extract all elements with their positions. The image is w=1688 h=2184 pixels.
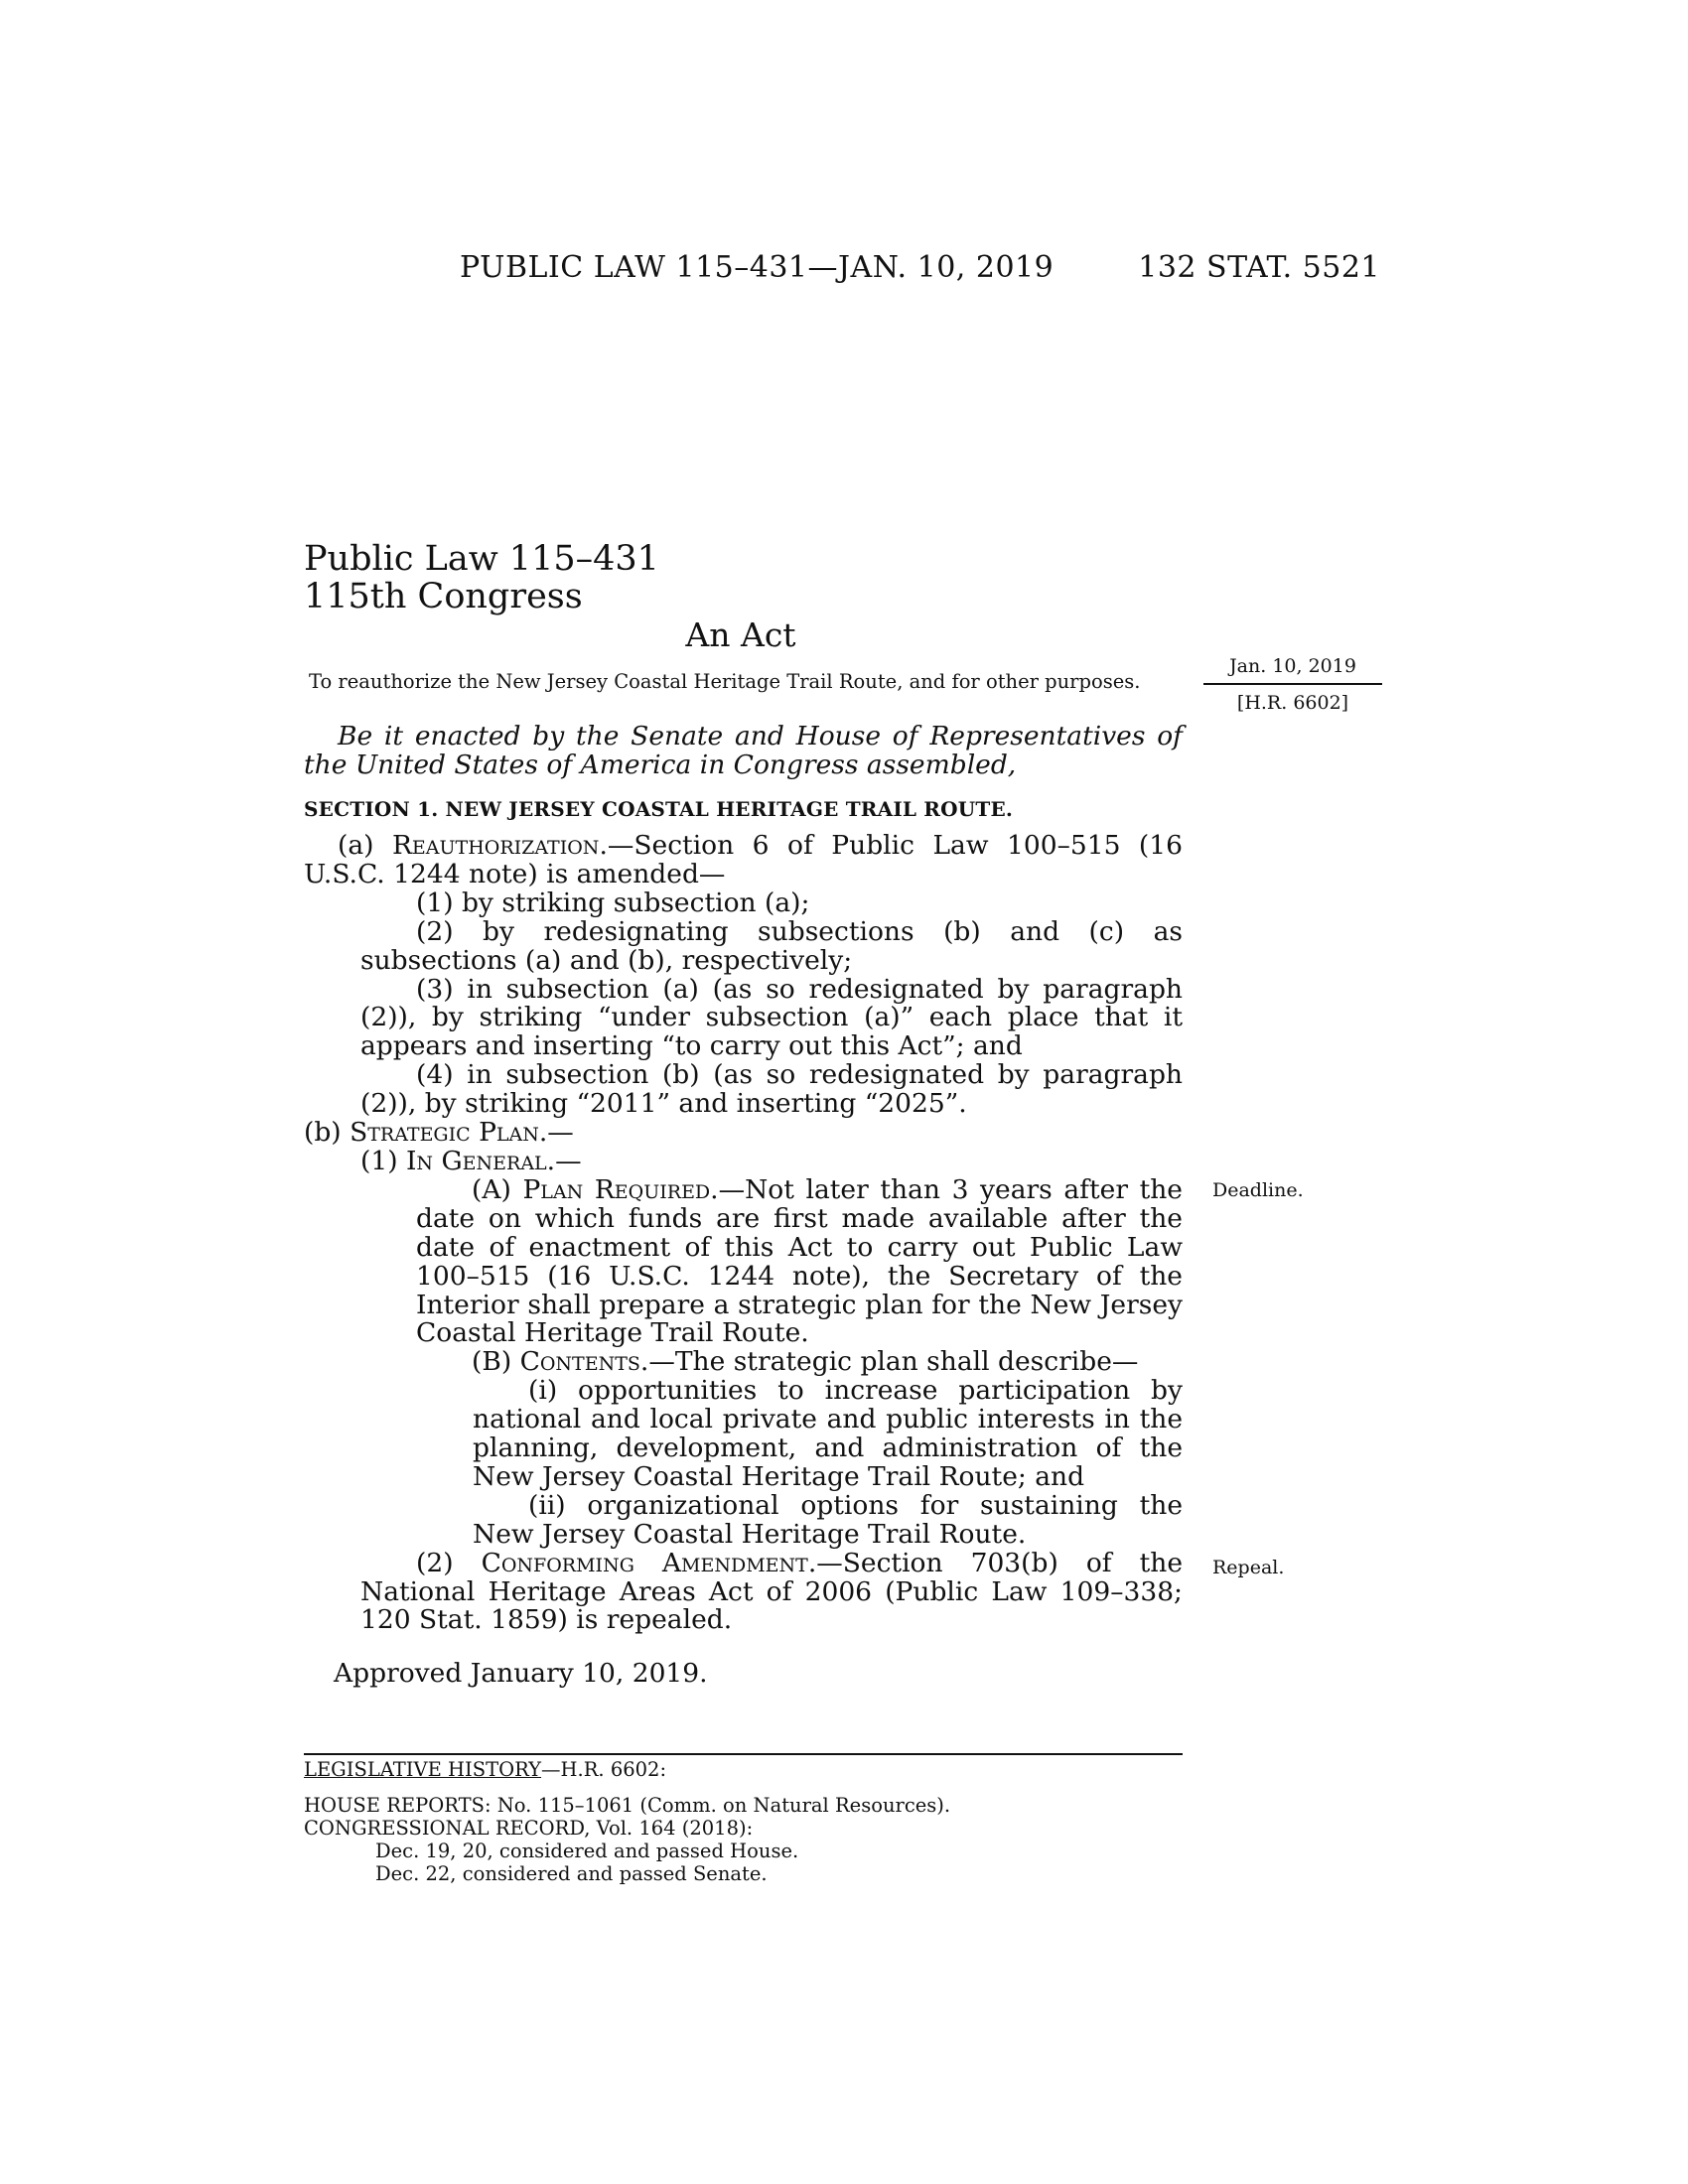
congressional-record: CONGRESSIONAL RECORD, Vol. 164 (2018): xyxy=(304,1817,754,1840)
paragraph-b-2-text: .—Section 703(b) of the National Heritage Areas Act of 2006 (Public Law 109–338; 120 Stat. 1859) is repealed. xyxy=(360,1547,1184,1636)
approval-date: Approved January 10, 2019. xyxy=(334,1658,708,1689)
subparagraph-B-heading: Contents xyxy=(519,1346,640,1378)
public-law-number: Public Law 115–431 xyxy=(304,539,659,579)
paragraph-b-1-label: (1) xyxy=(360,1145,406,1176)
subsection-a-text: .—Section 6 of Public Law 100–515 (16 U.S.C. 1244 note) is amended— xyxy=(304,830,1183,889)
paragraph-b-1-text: .— xyxy=(546,1145,582,1176)
subparagraph-A-label: (A) xyxy=(472,1173,523,1205)
subparagraph-B xyxy=(304,1348,1183,1377)
subsection-b-text: .— xyxy=(538,1117,574,1149)
subsection-a-label: (a) xyxy=(338,830,392,861)
margin-date-note: Jan. 10, 2019 xyxy=(1203,655,1382,685)
enacting-clause xyxy=(304,722,1183,779)
subparagraph-A-heading: Plan Required xyxy=(522,1173,711,1205)
subsection-b xyxy=(304,1119,1183,1148)
subparagraph-B-text: .—The strategic plan shall describe— xyxy=(639,1346,1139,1378)
paragraph-b-2-label: (2) xyxy=(416,1547,482,1578)
house-reports: HOUSE REPORTS: No. 115–1061 (Comm. on Natural Resources). xyxy=(304,1794,951,1817)
subparagraph-B-label: (B) xyxy=(472,1346,520,1378)
provisions xyxy=(304,832,1183,1635)
paragraph-a-4: (4) in subsection (b) (as so redesignated by paragraph (2)), by striking “2011” and inserting “2025”. xyxy=(360,1059,1183,1120)
legislative-history-heading xyxy=(304,1759,666,1781)
paragraph-b-2-heading: Conforming Amendment xyxy=(481,1547,808,1578)
section-heading: SECTION 1. NEW JERSEY COASTAL HERITAGE TRAIL ROUTE. xyxy=(304,797,1014,821)
legislative-history-title: LEGISLATIVE HISTORY xyxy=(304,1758,542,1781)
house-passage: Dec. 19, 20, considered and passed House. xyxy=(375,1840,799,1862)
history-divider xyxy=(304,1753,1183,1755)
running-head: PUBLIC LAW 115–431—JAN. 10, 2019 xyxy=(460,250,1055,285)
senate-passage: Dec. 22, considered and passed Senate. xyxy=(375,1862,768,1885)
margin-bill-note: [H.R. 6602] xyxy=(1236,692,1349,714)
subsection-a-heading: Reauthorization xyxy=(391,830,600,861)
congress-number: 115th Congress xyxy=(304,577,583,616)
clause-i: (i) opportunities to increase participation by national and local private and public interests in the planning, development, and administration of the New Jersey Coastal Heritage Trail Route; and xyxy=(473,1375,1183,1492)
subsection-b-label: (b) xyxy=(304,1117,351,1149)
paragraph-a-3: (3) in subsection (a) (as so redesignated by paragraph (2)), by striking “under subsection (a)” each place that it appears and inserting “to carry out this Act”; and xyxy=(360,973,1183,1062)
paragraph-b-1-heading: In General xyxy=(405,1145,547,1176)
act-title: An Act xyxy=(685,615,796,654)
subsection-b-heading: Strategic Plan xyxy=(350,1117,539,1149)
paragraph-b-2 xyxy=(304,1547,1184,1636)
margin-repeal-note: Repeal. xyxy=(1212,1557,1285,1578)
paragraph-a-1: (1) by striking subsection (a); xyxy=(416,887,810,918)
legislative-history-bill: —H.R. 6602: xyxy=(541,1758,667,1781)
clause-ii: (ii) organizational options for sustaining the New Jersey Coastal Heritage Trail Route. xyxy=(473,1489,1183,1550)
enacting-clause-text: Be it enacted by the Senate and House of Representatives of the United States of America in Congress assembled, xyxy=(304,721,1183,780)
paragraph-a-2: (2) by redesignating subsections (b) and (c) as subsections (a) and (b), respectively; xyxy=(360,915,1183,976)
subsection-a xyxy=(304,832,1183,889)
margin-deadline-note: Deadline. xyxy=(1212,1179,1304,1201)
stat-page-number: 132 STAT. 5521 xyxy=(1138,250,1380,285)
paragraph-b-1 xyxy=(304,1145,1183,1176)
subparagraph-A-text: .—Not later than 3 years after the date on which funds are first made available after the date of enactment of this Act to carry out Public Law 100–515 (16 U.S.C. 1244 note), the Secretary of the Interior shall prepare a strategic plan for the New Jersey Coastal Heritage Trail Route. xyxy=(416,1173,1183,1349)
act-purpose: To reauthorize the New Jersey Coastal Heritage Trail Route, and for other purposes. xyxy=(309,670,1141,693)
subparagraph-A xyxy=(304,1173,1183,1349)
